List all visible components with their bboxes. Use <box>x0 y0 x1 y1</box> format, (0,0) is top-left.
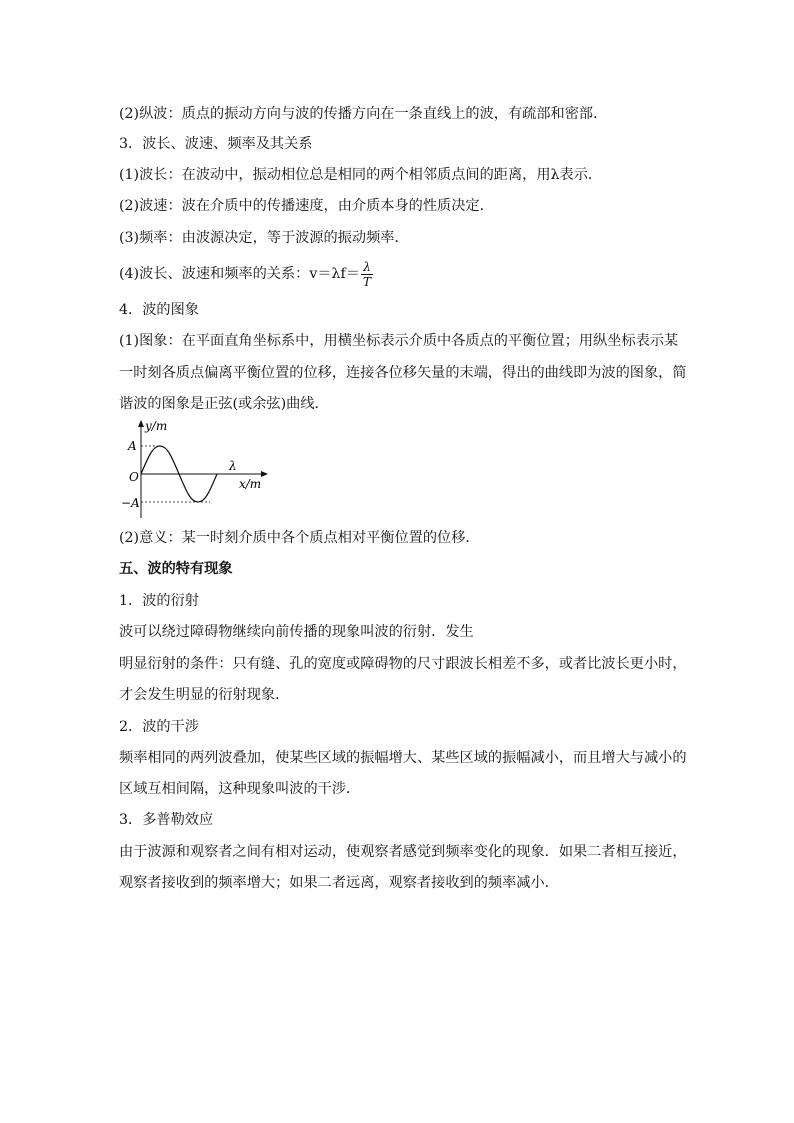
paragraph-wave-speed: (2)波速：波在介质中的传播速度，由介质本身的性质决定． <box>119 198 494 214</box>
paragraph-interference-line-1: 频率相同的两列波叠加，使某些区域的振幅增大、某些区域的振幅减小，而且增大与减小的 <box>119 750 687 766</box>
relation-text: (4)波长、波速和频率的关系：v＝λf＝ <box>119 266 360 282</box>
negative-amplitude-label: −A <box>121 496 140 510</box>
y-axis-arrow-icon <box>138 420 144 427</box>
heading-diffraction: 1．波的衍射 <box>119 593 199 609</box>
relation-fraction <box>361 260 373 289</box>
heading-wave-image: 4．波的图象 <box>119 302 199 318</box>
wave-graph <box>118 418 278 520</box>
paragraph-meaning: (2)意义：某一时刻介质中各个质点相对平衡位置的位移． <box>119 530 480 546</box>
heading-doppler: 3．多普勒效应 <box>119 812 214 828</box>
amplitude-label: A <box>128 439 137 453</box>
paragraph-diffraction-line-1: 波可以绕过障碍物继续向前传播的现象叫波的衍射．发生 <box>119 624 474 640</box>
wavelength-label: λ <box>229 459 237 473</box>
section-heading-wave-phenomena: 五、波的特有现象 <box>119 561 233 577</box>
fraction-numerator: λ <box>361 260 373 275</box>
paragraph-frequency: (3)频率：由波源决定，等于波源的振动频率． <box>119 230 409 246</box>
paragraph-diffraction-line-3: 才会发生明显的衍射现象． <box>119 687 290 703</box>
paragraph-doppler-line-1: 由于波源和观察者之间有相对运动，使观察者感觉到频率变化的现象．如果二者相互接近， <box>119 844 687 860</box>
paragraph-image-line-1: (1)图象：在平面直角坐标系中，用横坐标表示介质中各质点的平衡位置；用纵坐标表示某 <box>119 333 679 349</box>
paragraph-wavelength: (1)波长：在波动中，振动相位总是相同的两个相邻质点间的距离，用λ表示． <box>119 167 603 183</box>
paragraph-doppler-line-2: 观察者接收到的频率增大；如果二者远离，观察者接收到的频率减小． <box>119 875 559 891</box>
paragraph-longitudinal-wave: (2)纵波：质点的振动方向与波的传播方向在一条直线上的波，有疏部和密部． <box>119 106 608 122</box>
x-axis-arrow-icon <box>261 471 268 477</box>
origin-label: O <box>129 470 139 484</box>
x-axis-label: x/m <box>239 477 262 491</box>
heading-interference: 2．波的干涉 <box>119 719 199 735</box>
y-axis-label: y/m <box>145 419 168 433</box>
paragraph-image-line-2: 一时刻各质点偏离平衡位置的位移，连接各位移矢量的末端，得出的曲线即为波的图象，简 <box>119 365 687 381</box>
fraction-denominator: T <box>362 274 371 289</box>
heading-wave-relations: 3．波长、波速、频率及其关系 <box>119 136 313 152</box>
paragraph-image-line-3: 谐波的图象是正弦(或余弦)曲线． <box>119 396 329 412</box>
paragraph-interference-line-2: 区域互相间隔，这种现象叫波的干涉． <box>119 781 361 797</box>
paragraph-relation <box>119 258 714 290</box>
paragraph-diffraction-line-2: 明显衍射的条件：只有缝、孔的宽度或障碍物的尺寸跟波长相差不多，或者比波长更小时， <box>119 656 687 672</box>
